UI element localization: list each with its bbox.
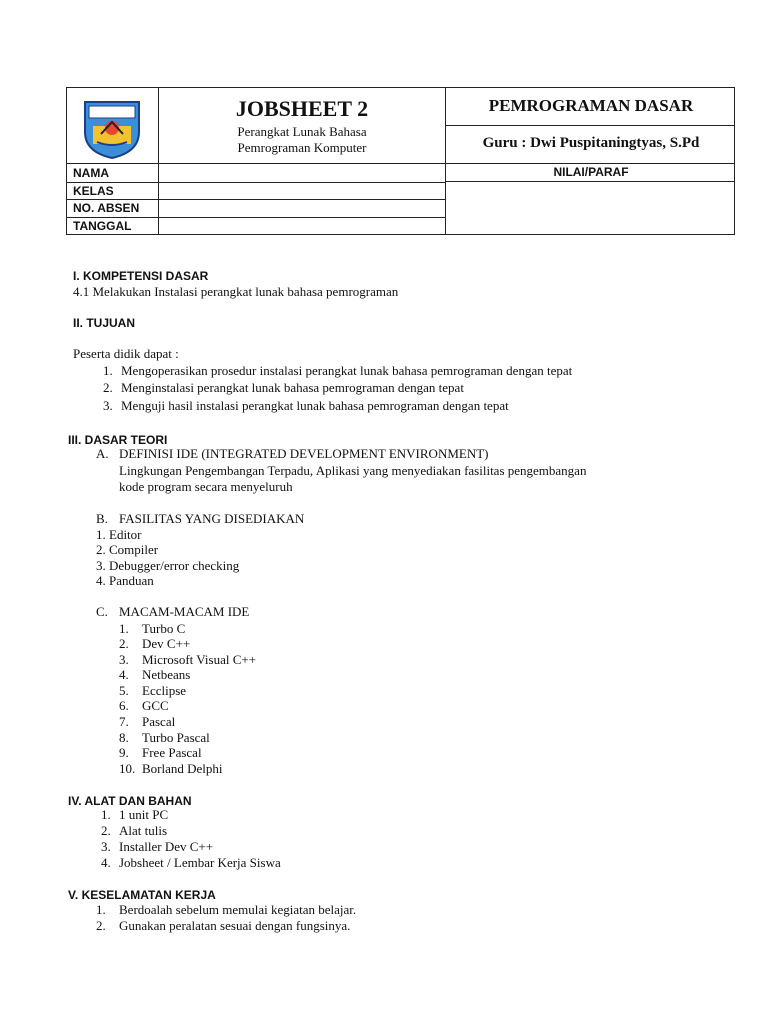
subsection-title-definisi-ide: DEFINISI IDE (INTEGRATED DEVELOPMENT ENVIRONMENT) xyxy=(119,446,489,461)
divider xyxy=(67,163,735,164)
list-item: Microsoft Visual C++ xyxy=(142,652,257,667)
field-label-tanggal: TANGGAL xyxy=(73,219,132,233)
section-title-tujuan: II. TUJUAN xyxy=(73,316,136,330)
list-number: 8. xyxy=(119,730,129,745)
list-number: 4. xyxy=(101,855,111,870)
subsection-letter: A. xyxy=(96,446,109,461)
subtitle-line: Pemrograman Komputer xyxy=(237,140,367,155)
list-item: Turbo Pascal xyxy=(142,730,210,745)
field-label-no-absen: NO. ABSEN xyxy=(73,201,140,215)
definisi-text: kode program secara menyeluruh xyxy=(119,479,293,494)
divider xyxy=(445,125,735,126)
divider xyxy=(67,182,445,183)
list-item: Ecclipse xyxy=(142,683,187,698)
field-label-kelas: KELAS xyxy=(73,184,114,198)
list-item: Installer Dev C++ xyxy=(119,839,214,854)
section-title-kompetensi: I. KOMPETENSI DASAR xyxy=(73,269,209,283)
list-item: GCC xyxy=(142,698,169,713)
list-item: Mengoperasikan prosedur instalasi perangkat lunak bahasa pemrograman dengan tepat xyxy=(121,363,573,378)
list-item: Berdoalah sebelum memulai kegiatan belajar. xyxy=(119,902,357,917)
subtitle-line: Perangkat Lunak Bahasa xyxy=(237,124,367,139)
list-item: Alat tulis xyxy=(119,823,168,838)
list-item: Gunakan peralatan sesuai dengan fungsinya. xyxy=(119,918,351,933)
list-item: Jobsheet / Lembar Kerja Siswa xyxy=(119,855,281,870)
subsection-title-macam-ide: MACAM-MACAM IDE xyxy=(119,604,250,619)
section-title-alat-bahan: IV. ALAT DAN BAHAN xyxy=(68,794,192,808)
list-item: Turbo C xyxy=(142,621,186,636)
field-label-nama: NAMA xyxy=(73,166,109,180)
list-number: 3. xyxy=(103,398,113,413)
subsection-title-fasilitas: FASILITAS YANG DISEDIAKAN xyxy=(119,511,305,526)
school-logo xyxy=(79,96,145,160)
list-number: 1. xyxy=(96,902,106,917)
list-number: 4. xyxy=(119,667,129,682)
nilai-paraf-label: NILAI/PARAF xyxy=(553,165,629,179)
subsection-letter: C. xyxy=(96,604,108,619)
jobsheet-title: JOBSHEET 2 xyxy=(235,96,369,121)
list-item: 1 unit PC xyxy=(119,807,169,822)
definisi-text: Lingkungan Pengembangan Terpadu, Aplikasi yang menyediakan fasilitas pengembangan xyxy=(119,463,587,478)
list-number: 10. xyxy=(119,761,136,776)
list-number: 1. xyxy=(103,363,113,378)
section-title-keselamatan-kerja: V. KESELAMATAN KERJA xyxy=(68,888,216,902)
list-number: 2. xyxy=(103,380,113,395)
list-number: 2. xyxy=(96,918,106,933)
divider xyxy=(67,199,445,200)
list-item: 4. Panduan xyxy=(96,573,154,588)
kompetensi-text: 4.1 Melakukan Instalasi perangkat lunak bahasa pemrograman xyxy=(73,284,399,299)
list-item: Netbeans xyxy=(142,667,191,682)
tujuan-intro: Peserta didik dapat : xyxy=(73,346,179,361)
list-item: Menguji hasil instalasi perangkat lunak bahasa pemrograman dengan tepat xyxy=(121,398,509,413)
list-item: 2. Compiler xyxy=(96,542,159,557)
jobsheet-subtitle xyxy=(159,124,445,156)
list-number: 9. xyxy=(119,745,129,760)
list-item: Borland Delphi xyxy=(142,761,223,776)
list-number: 6. xyxy=(119,698,129,713)
list-item: Pascal xyxy=(142,714,176,729)
list-item: 1. Editor xyxy=(96,527,142,542)
list-number: 1. xyxy=(119,621,129,636)
list-number: 1. xyxy=(101,807,111,822)
list-number: 3. xyxy=(101,839,111,854)
list-number: 2. xyxy=(101,823,111,838)
list-item: Free Pascal xyxy=(142,745,202,760)
subject-title: PEMROGRAMAN DASAR xyxy=(488,96,694,115)
subsection-letter: B. xyxy=(96,511,108,526)
list-number: 5. xyxy=(119,683,129,698)
teacher-name: Guru : Dwi Puspitaningtyas, S.Pd xyxy=(482,135,700,151)
list-item: 3. Debugger/error checking xyxy=(96,558,240,573)
list-number: 2. xyxy=(119,636,129,651)
list-item: Menginstalasi perangkat lunak bahasa pemrograman dengan tepat xyxy=(121,380,464,395)
list-number: 7. xyxy=(119,714,129,729)
list-item: Dev C++ xyxy=(142,636,191,651)
list-number: 3. xyxy=(119,652,129,667)
divider xyxy=(445,181,735,182)
header-table xyxy=(66,87,735,235)
section-title-dasar-teori: III. DASAR TEORI xyxy=(68,433,168,447)
divider xyxy=(67,217,445,218)
